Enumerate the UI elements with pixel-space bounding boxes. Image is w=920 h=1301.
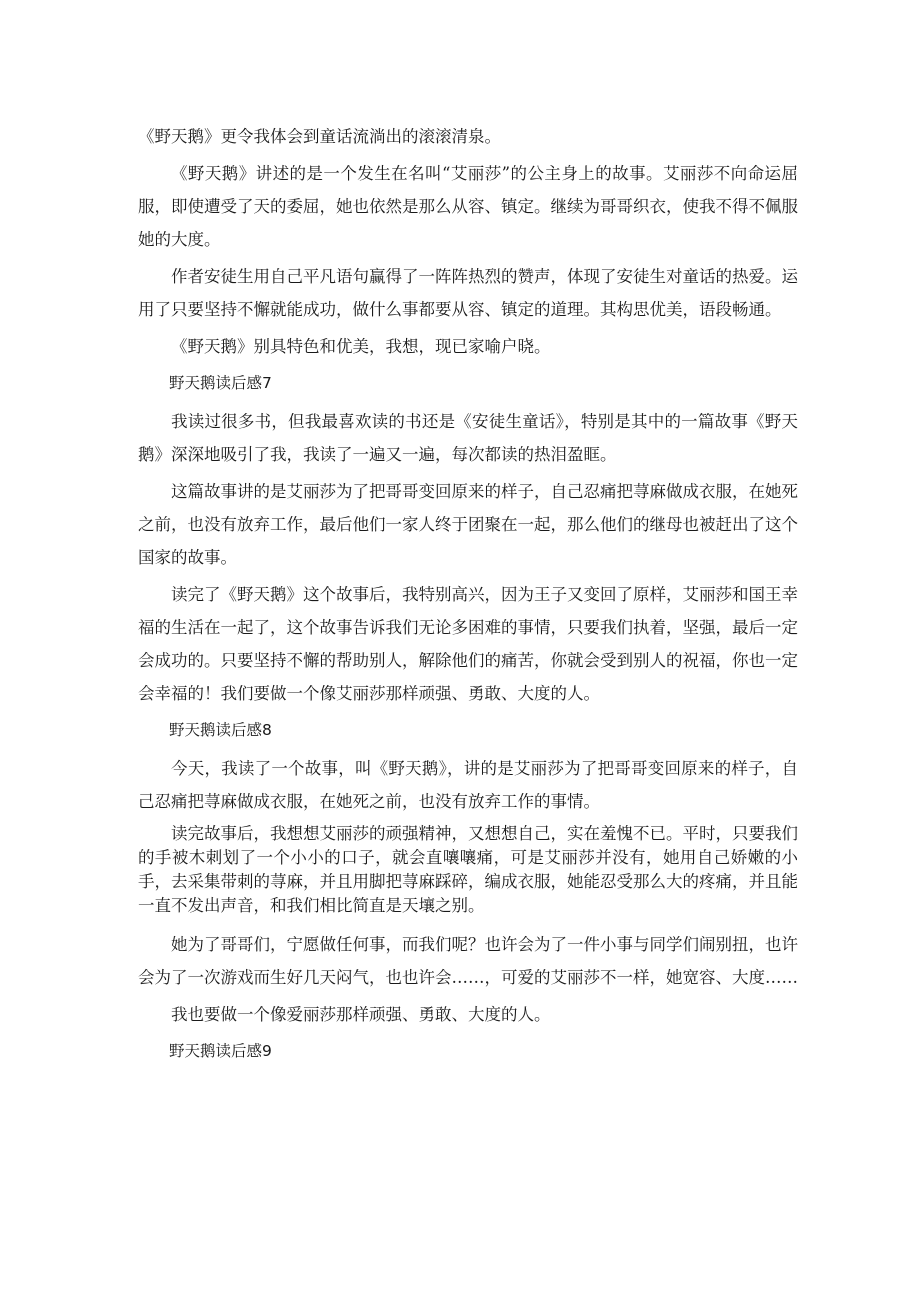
section-heading: 野天鹅读后感7 — [169, 374, 272, 392]
document-body — [138, 120, 798, 1073]
paragraph: 作者安徒生用自己平凡语句赢得了一阵阵热烈的赞声，体现了安徒生对童话的热爱。运用了只要坚持不懈就能成功，做什么事都要从容、镇定的道理。其构思优美，语段畅通。 — [138, 267, 798, 319]
paragraph: 《野天鹅》更令我体会到童话流淌出的滚滚清泉。 — [138, 127, 501, 146]
section-heading: 野天鹅读后感8 — [169, 721, 272, 739]
section-heading: 野天鹅读后感9 — [169, 1042, 272, 1060]
paragraph: 读完了《野天鹅》这个故事后，我特别高兴，因为王子又变回了原样，艾丽莎和国王幸福的生活在一起了，这个故事告诉我们无论多困难的事情，只要我们执着，坚强，最后一定会成功的。只要坚持不懈的帮助别人，解除他们的痛苦，你就会受到别人的祝福，你也一定会幸福的！我们要做一个像艾丽莎那样顽强、勇敢、大度的人。 — [138, 585, 798, 703]
paragraph: 我也要做一个像爱丽莎那样顽强、勇敢、大度的人。 — [171, 1005, 551, 1024]
paragraph: 我读过很多书，但我最喜欢读的书还是《安徒生童话》，特别是其中的一篇故事《野天鹅》深深地吸引了我，我读了一遍又一遍，每次都读的热泪盈眶。 — [138, 412, 798, 464]
paragraph: 《野天鹅》别具特色和优美，我想，现已家喻户晓。 — [171, 337, 551, 356]
paragraph: 《野天鹅》讲述的是一个发生在名叫“艾丽莎”的公主身上的故事。艾丽莎不向命运屈服，即使遭受了天的委屈，她也依然是那么从容、镇定。继续为哥哥织衣，使我不得不佩服她的大度。 — [138, 164, 798, 249]
paragraph: 今天，我读了一个故事，叫《野天鹅》，讲的是艾丽莎为了把哥哥变回原来的样子，自己忍痛把荨麻做成衣服，在她死之前，也没有放弃工作的事情。 — [138, 759, 798, 811]
paragraph: 读完故事后，我想想艾丽莎的顽强精神，又想想自己，实在羞愧不已。平时，只要我们的手被木刺划了一个小小的口子，就会直嚷嚷痛，可是艾丽莎并没有，她用自己娇嫩的小手，去采集带刺的荨麻，并且用脚把荨麻踩碎，编成衣服，她能忍受那么大的疼痛，并且能一直不发出声音，和我们相比简直是天壤之别。 — [138, 824, 798, 915]
paragraph: 她为了哥哥们，宁愿做任何事，而我们呢？也许会为了一件小事与同学们闹别扭，也许会为了一次游戏而生好几天闷气，也也许会……，可爱的艾丽莎不一样，她宽容、大度…… — [138, 935, 798, 987]
paragraph: 这篇故事讲的是艾丽莎为了把哥哥变回原来的样子，自己忍痛把荨麻做成衣服，在她死之前，也没有放弃工作，最后他们一家人终于团聚在一起，那么他们的继母也被赶出了这个国家的故事。 — [138, 482, 798, 567]
